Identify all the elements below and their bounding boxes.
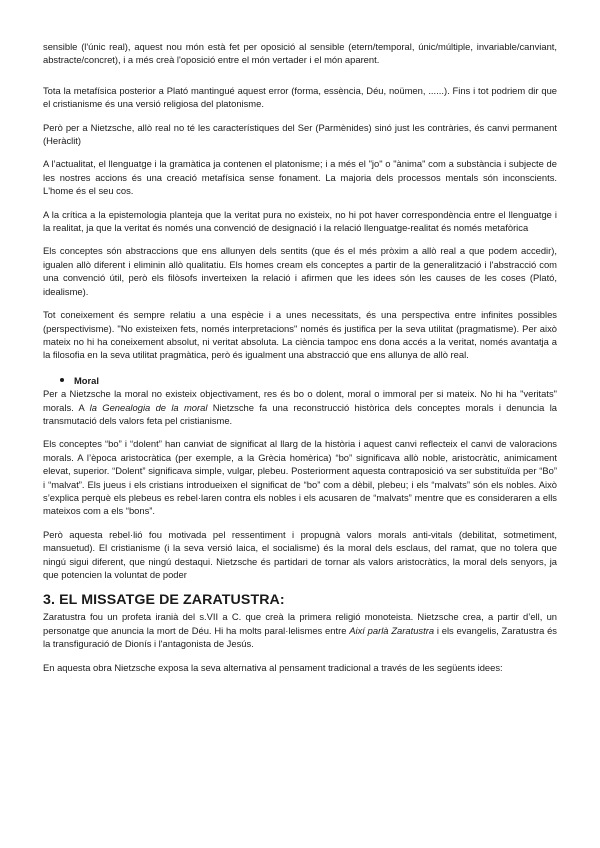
bullet-dot-icon bbox=[60, 378, 64, 382]
section-heading-zaratustra: 3. EL MISSATGE DE ZARATUSTRA: bbox=[43, 592, 285, 609]
paragraph-good-bad: Els conceptes “bo” i “dolent” han canviat de significat al llarg de la història i aquest canvi reflecteix el canvi de valoracions morals. A l’època aristocràtica (per exemple, a la Grècia homèrica) “bo” significava allò noble, aristocràtic, animicament elevat, superior. “Dolent” significava simple, vulgar, plebeu. Posteriorment aquesta contraposició va ser substituïda per “Bo” i “malvat”. Els jueus i els cristians introdueixen el significat de “bo” com a dèbil, plebeu; i els “malvats” són els nobles. Això s’explica perquè els plebeus es rebel·laren contra els nobles i els acusaren de “malvats” mentre que es consideraren a ells mateixos com a els “bons”. bbox=[43, 438, 557, 517]
paragraph-zaratustra: Zaratustra fou un profeta iranià del s.VII a C. que creà la primera religió monoteista. Nietzsche crea, a partir d’ell, un personatge que anuncia la mort de Déu. Hi ha molts paral·lelismes entre Així parlà Zaratustra i els evangelis, Zaratustra és la transfiguració de Dionís i l'antagonista de Jesús. bbox=[43, 611, 557, 650]
paragraph-resentment: Però aquesta rebel·lió fou motivada pel ressentiment i propugnà valors morals anti-vitals (debilitat, sotmetiment, mansuetud). El cristianisme (i la seva versió laica, el socialisme) és la moral dels esclaus, del ramat, que no tolera que ningú sigui diferent, que ningú destaqui. Nietzsche és partidari de tornar als valors aristocràtics, la moral dels senyors, ja que potencien la voluntat de poder bbox=[43, 528, 557, 580]
paragraph-perspectivism: Tot coneixement és sempre relatiu a una espècie i a unes necessitats, és una perspectiva entre infinites possibles (perspectivisme). "No existeixen fets, només interpretacions" només és justifica per la seva utilitat (pragmatisme). Per això mateix no hi ha coneixement absolut, ni veritat absoluta. La ciència tampoc ens dona accés a la veritat, només avantatja a la filosofia en la seva utilitat pragmàtica, però és igualment una abstracció que ens allunya de allò real. bbox=[43, 309, 557, 361]
paragraph-metaphysics: Tota la metafísica posterior a Plató mantingué aquest error (forma, essència, Déu, noümen, ......). Fins i tot podriem dir que el cristianisme és una versió religiosa del platonisme. bbox=[43, 84, 557, 110]
paragraph-alternative: En aquesta obra Nietzsche exposa la seva alternativa al pensament tradicional a través de les següents idees: bbox=[43, 661, 503, 673]
paragraph-nietzsche-reality: Però per a Nietzsche, allò real no té les característiques del Ser (Parmènides) sinó just les contràries, és canvi permanent (Heràclit) bbox=[43, 121, 557, 147]
bullet-moral bbox=[60, 374, 557, 387]
paragraph-language-grammar: A l’actualitat, el llenguatge i la gramàtica ja contenen el platonisme; i a més el "jo" o "ànima" com a substància i subjecte de les nostres accions és una creació metafísica sense fonament. La majoria dels processos mentals són inconscients. L'home és el seu cos. bbox=[43, 158, 557, 197]
paragraph-sensible-world: sensible (l'únic real), aquest nou món està fet per oposició al sensible (etern/temporal, únic/múltiple, invariable/canviant, abstracte/concret), i a més creà l'oposició entre el món vertader i el món aparent. bbox=[43, 41, 557, 66]
book-title-genealogy: la Genealogia de la moral bbox=[89, 401, 208, 413]
bullet-moral-label: Moral bbox=[74, 374, 100, 386]
paragraph-concepts: Els conceptes són abstraccions que ens allunyen dels sentits (que és el més pròxim a allò real a que podem accedir), igualen allò diferent i eliminin allò qualitatiu. Els homes cream els conceptes a partir de la generalització i l'abstracció com una convenció útil, però els filòsofs inverteixen la relació i afirmen que les idees són les causes de les coses (Plató, idealisme). bbox=[43, 245, 557, 297]
paragraph-moral-intro: Per a Nietzsche la moral no existeix objectivament, res és bo o dolent, moral o immoral per si mateix. No hi ha "veritats" morals. A la Genealogia de la moral Nietzsche fa una reconstrucció històrica dels conceptes morals i denuncia la transmutació dels valors feta pel cristianisme. bbox=[43, 388, 557, 426]
book-title-zaratustra: Així parlà Zaratustra bbox=[349, 624, 435, 636]
paragraph-epistemology: A la crítica a la epistemologia planteja que la veritat pura no existeix, no hi pot haver correspondència entre el llenguatge i la realitat, ja que la veritat és només una convenció de designació i la relació llenguatge-realitat és només metafòrica bbox=[43, 208, 557, 234]
